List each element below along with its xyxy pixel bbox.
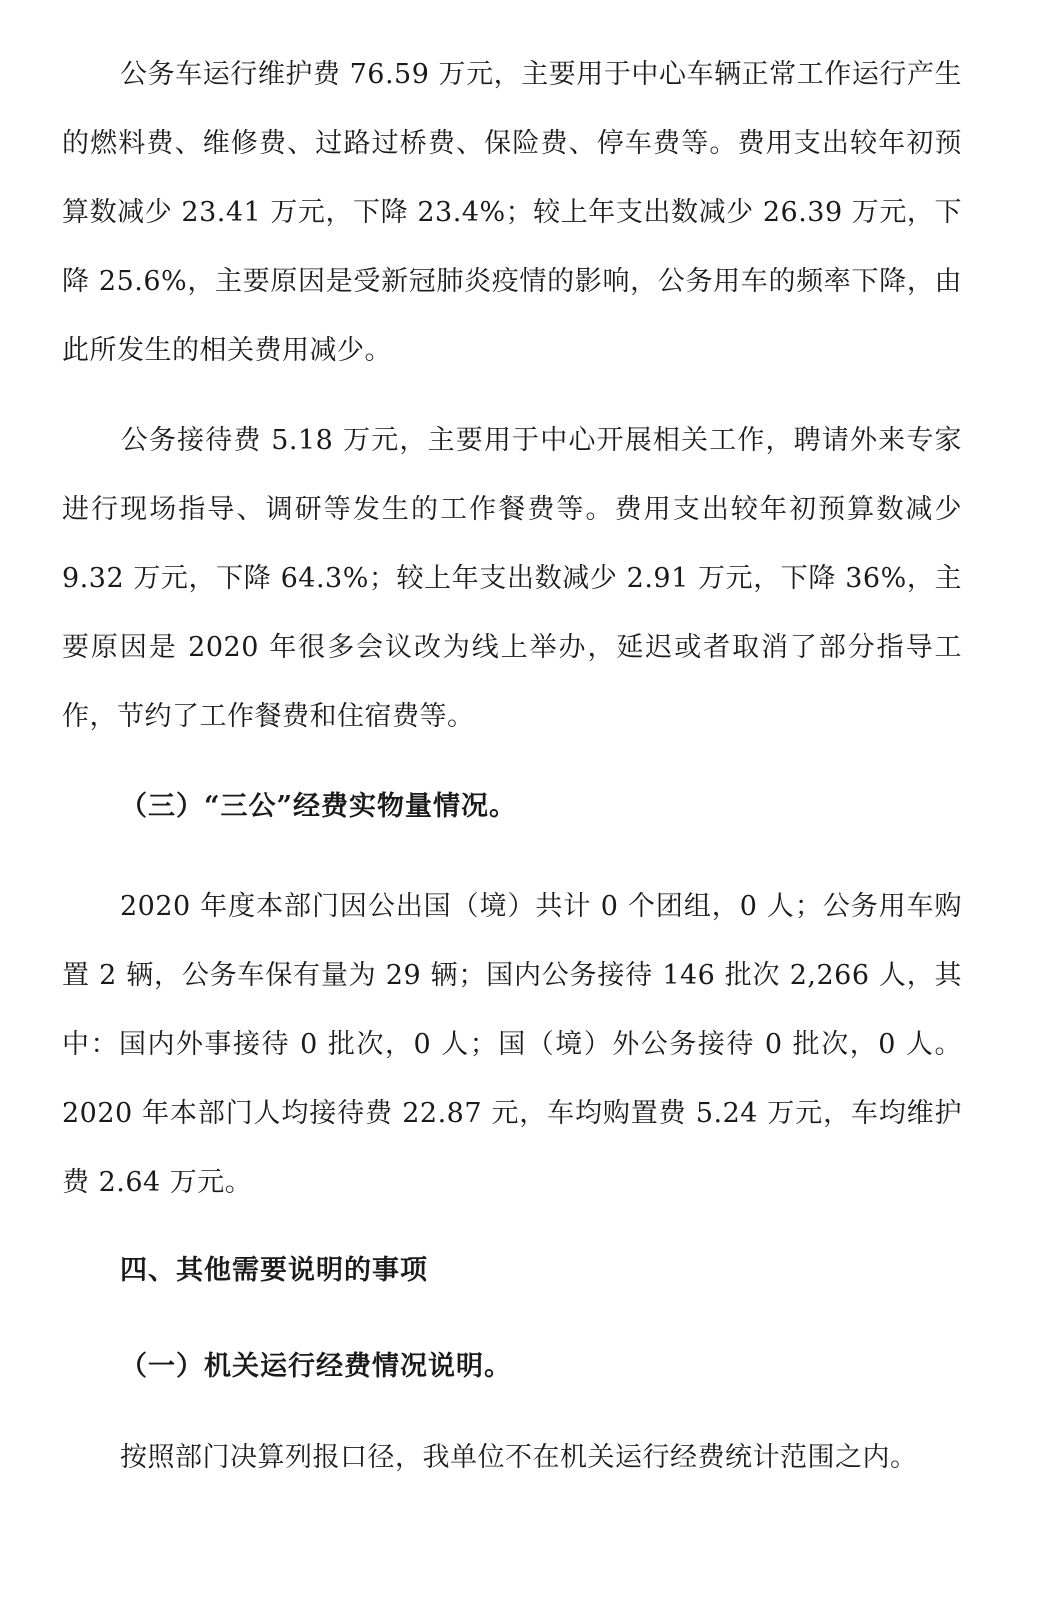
paragraph-text: 按照部门决算列报口径，我单位不在机关运行经费统计范围之内。 — [120, 1442, 918, 1473]
section-heading-three-public: （三）“三公”经费实物量情况。 — [120, 791, 518, 822]
paragraph-physical-quantity — [62, 872, 962, 1217]
subsection-heading-operating-funds: （一）机关运行经费情况说明。 — [120, 1351, 512, 1382]
section-heading-other-matters: 四、其他需要说明的事项 — [120, 1255, 428, 1286]
paragraph-text: 公务车运行维护费 76.59 万元，主要用于中心车辆正常工作运行产生的燃料费、维修费、过路过桥费、保险费、停车费等。费用支出较年初预算数减少 23.41 万元，下降 23.4%；较上年支出数减少 26.39 万元，下降 25.6%，主要原因是受新冠肺炎疫情的影响，公务用车的频率下降，由此所发生的相关费用减少。 — [62, 59, 962, 366]
paragraph-official-reception — [62, 406, 962, 751]
paragraph-text: 2020 年度本部门因公出国（境）共计 0 个团组，0 人；公务用车购置 2 辆，公务车保有量为 29 辆；国内公务接待 146 批次 2,266 人，其中：国内外事接待 0 批次，0 人；国（境）外公务接待 0 批次，0 人。2020 年本部门人均接待费 22.87 元，车均购置费 5.24 万元，车均维护费 2.64 万元。 — [62, 891, 962, 1198]
paragraph-operating-funds — [62, 1423, 962, 1492]
paragraph-vehicle-maintenance — [62, 40, 962, 385]
paragraph-text: 公务接待费 5.18 万元，主要用于中心开展相关工作，聘请外来专家进行现场指导、调研等发生的工作餐费等。费用支出较年初预算数减少 9.32 万元，下降 64.3%；较上年支出数减少 2.91 万元，下降 36%，主要原因是 2020 年很多会议改为线上举办，延迟或者取消了部分指导工作，节约了工作餐费和住宿费等。 — [62, 425, 962, 732]
